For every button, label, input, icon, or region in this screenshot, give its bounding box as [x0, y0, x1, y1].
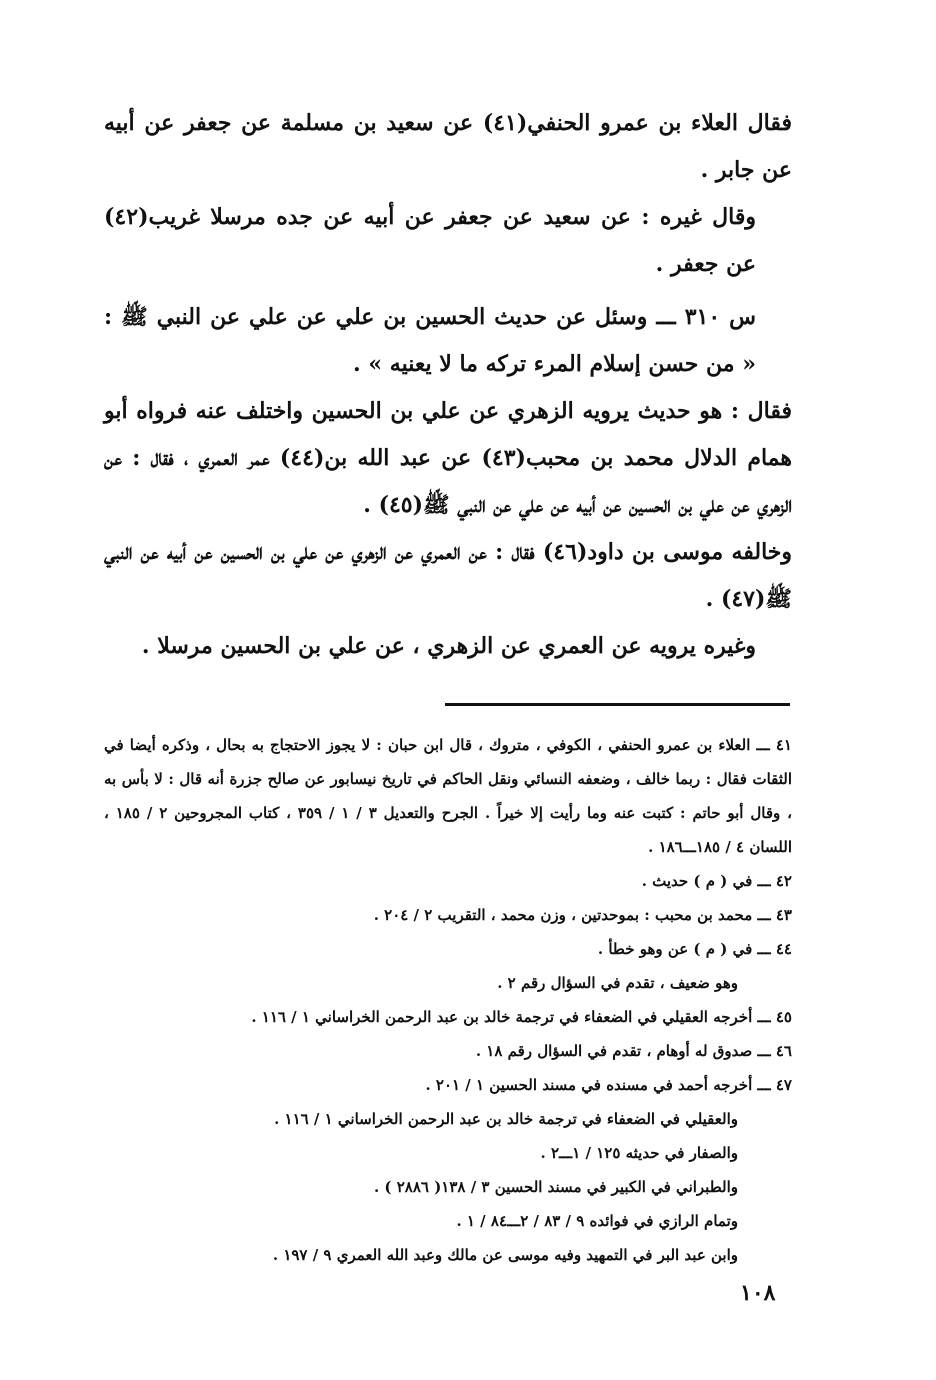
- main-text: [104, 100, 792, 670]
- footnote-47-c: والطبراني في الكبير في مسند الحسين ٣ / ١٣٨( ٢٨٨٦ ) .: [373, 1178, 738, 1196]
- footnote-43: ٤٣ ـــ محمد بن محبب : بموحدتين ، وزن محمد ، التقريب ٢ / ٢٠٤ .: [373, 906, 792, 924]
- question-310: س ٣١٠ ـــ وسئل عن حديث الحسين بن علي عن علي عن النبي ﷺ : « من حسن إسلام المرء تركه ما لا يعنيه » .: [104, 304, 757, 377]
- page-number: ١٠٨: [740, 1280, 776, 1306]
- paragraph-2: وقال غيره : عن سعيد عن جعفر عن أبيه عن جده مرسلا غريب(٤٢) عن جعفر .: [104, 204, 756, 277]
- footnote-divider: [445, 703, 790, 706]
- footnotes: [104, 728, 792, 1272]
- answer-paragraph: فقال : هو حديث يرويه الزهري عن علي بن الحسين واختلف عنه فرواه أبو همام الدلال محمد بن محبب(٤٣) عن عبد الله بن(٤٤) عمر العمري ، فقال : عن الزهري عن علي بن الحسين عن أبيه عن علي عن النبي ﷺ(٤٥) .: [104, 398, 793, 518]
- footnote-47-d: وتمام الرازي في فوائده ٩ / ٨٣ / ٢ـــ٨٤ / ١ .: [456, 1212, 738, 1230]
- paragraph-6: وغيره يرويه عن العمري عن الزهري ، عن علي بن الحسين مرسلا .: [141, 633, 756, 659]
- paragraph-1: فقال العلاء بن عمرو الحنفي(٤١) عن سعيد بن مسلمة عن جعفر عن أبيه عن جابر .: [104, 110, 792, 183]
- footnote-47: ٤٧ ـــ أخرجه أحمد في مسنده في مسند الحسين ١ / ٢٠١ .: [425, 1076, 792, 1094]
- footnote-47-e: وابن عبد البر في التمهيد وفيه موسى عن مالك وعبد الله العمري ٩ / ١٩٧ .: [272, 1246, 738, 1264]
- footnote-44: ٤٤ ـــ في ( م ) عن وهو خطأ .: [597, 940, 792, 958]
- footnote-41: ٤١ ـــ العلاء بن عمرو الحنفي ، الكوفي ، متروك ، قال ابن حبان : لا يجوز الاحتجاج به بحال ، وذكره أيضا في الثقات فقال : ربما خالف ، وضعفه النسائي ونقل الحاكم في تاريخ نيسابور عن صالح جزرة أنه قال : لا بأس به ، وقال أبو حاتم : كتبت عنه وما رأيت إلا خيراً . الجرح والتعديل ٣ / ١ / ٣٥٩ ، كتاب المجروحين ٢ / ١٨٥ ، اللسان ٤ / ١٨٥ـــ١٨٦ .: [104, 736, 792, 856]
- footnote-44-continued: وهو ضعيف ، تقدم في السؤال رقم ٢ .: [497, 974, 738, 992]
- footnote-47-a: والعقيلي في الضعفاء في ترجمة خالد بن عبد الرحمن الخراساني ١ / ١١٦ .: [274, 1110, 738, 1128]
- footnote-42: ٤٢ ـــ في ( م ) حديث .: [641, 872, 792, 890]
- paragraph-5: وخالفه موسى بن داود(٤٦) فقال : عن العمري عن الزهري عن علي بن الحسين عن أبيه عن النبي ﷺ(٤٧) .: [104, 539, 792, 612]
- footnote-45: ٤٥ ـــ أخرجه العقيلي في الضعفاء في ترجمة خالد بن عبد الرحمن الخراساني ١ / ١١٦ .: [251, 1008, 792, 1026]
- footnote-47-b: والصفار في حديثه ١٢٥ / ١ـــ٢ .: [540, 1144, 738, 1162]
- footnote-46: ٤٦ ـــ صدوق له أوهام ، تقدم في السؤال رقم ١٨ .: [475, 1042, 792, 1060]
